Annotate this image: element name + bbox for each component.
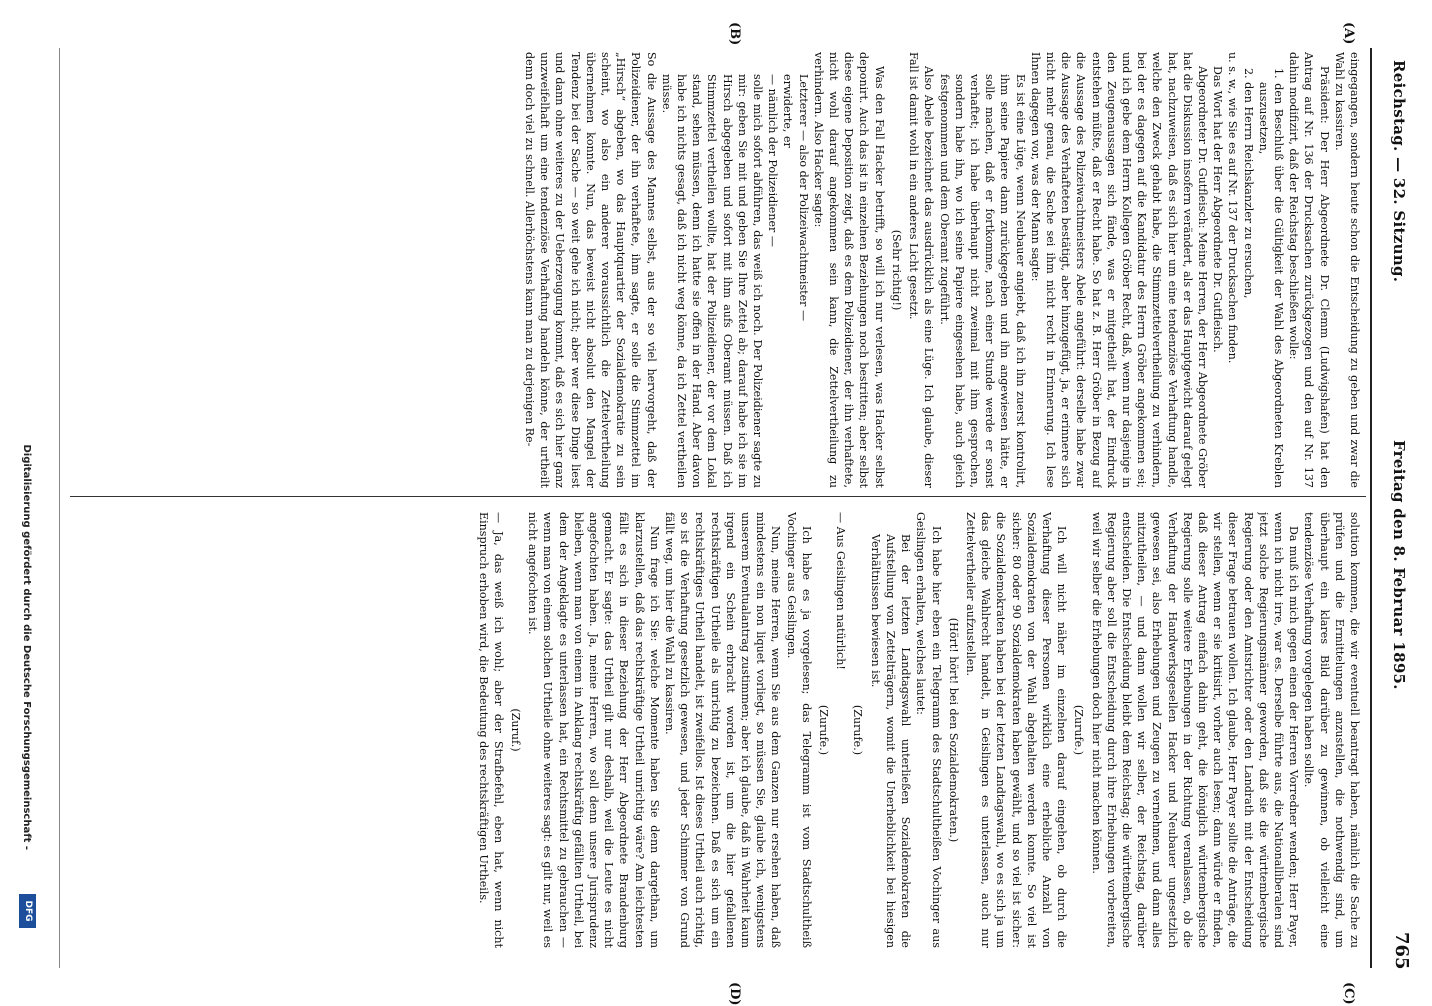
paragraph: 2. den Herrn Reichskanzler zu ersuchen, [1241,68,1255,299]
right-column [72,512,1362,948]
paragraph: — Aus Geislingen natürlich! [834,512,848,670]
page-number: 765 [1391,932,1412,970]
paragraph: Letzterer — also der Polizeiwachtmeister — [796,74,810,322]
paragraph: eingegangen, sondern heute schon die Entscheidung zu geben und zwar die Wahl zu kassiren. [1332,52,1361,488]
margin-letter-a: (A) [1341,22,1356,45]
paragraph: (Hört! hört! bei den Sozialdemokraten.) [946,617,960,843]
paragraph: (Zurufe.) [1072,704,1086,756]
paragraph: Nun frage ich Sie: welche Momente haben Sie denn dargethan, um klarzustellen, daß das rechtskräftige Urtheil unrichtig wäre? Am leichtesten fällt es sich in dieser Beziehung der Herr Abgeordnete Brandenburg gemacht. Er sagte: das Urtheil gilt nur deshalb, weil die Leute es nicht angefochten haben. Ja, meine Herren, wo soll denn unsere Jurisprudenz bleiben, wenn man von einem in Anklang rechtskräftig gefällten Urtheil, bei dem der Angeklagte es unterlassen hat, ein Rechtsmittel zu gebrauchen — wenn man von einem solchen Urtheile ohne weiteres sagt: es gilt nur, weil es nicht angefochten ist. [526,512,661,948]
margin-letter-d: (D) [727,982,742,1006]
paragraph: — nämlich der Polizeidiener — [766,74,780,247]
paragraph: Da muß ich mich gegen einen der Herren Vorredner wenden; Herr Payer, wenn ich nicht irre, war es. Derselbe führte aus, die Nationalliberalen sind jetzt solche Regierungsmänner geworden, daß sie die württembergische Regierung oder den Amtsrichter oder den Landrath mit der Entscheidung dieser Frage betrauen wollen. Ich glaube, Herr Payer sollte die Anträge, die wir stellen, wenn er sie kritisirt, vorher auch lesen; dann würde er finden, daß dieser Antrag einfach dahin geht, die königlich württembergische Regierung solle weitere Erhebungen in der Richtung veranlassen, ob die Verhaftung der Handwerksgesellen Hacker und Neubauer ungesetzlich gewesen sei, also Erhebungen und Zeugen zu vernehmen, und dann alles mitzutheilen, — und dann wollen wir selber, der Reichstag, darüber entscheiden. Die Entscheidung bleibt dem Reichstag; die württembergische Regierung aber soll die Entscheidung durch ihre Erhebungen vorbereiten, weil wir selber die Erhebungen doch hier nicht machen können. [1089,512,1301,948]
paragraph: Ich habe hier eben ein Telegramm des Stadtschultheißen Vochinger aus Geislingen erhalten, welches lautet: [914,512,943,948]
header-date: Freitag den 8. Februar 1895. [1390,440,1408,690]
paragraph: Was den Fall Hacker betrifft, so will ich nur verlesen, was Hacker selbst deponirt. Auch das ist in einzelnen Beziehungen noch bestritten; aber selbst diese eigene Deposition zeigt, daß es dem Polizeidiener, der ihn verhaftete, nicht wohl darauf angekommen sein kann, die Zettelvertheilung zu verhindern. Also Hacker sagte: [811,52,886,488]
paragraph: — Ja, das weiß ich wohl; aber der Strafbefehl, eben hat, wenn nicht Einspruch erhoben wird, die Bedeutung des rechtskräftigen Urtheils. [476,512,505,948]
paragraph: Es ist eine Lüge, wenn Neubauer angiebt, daß ich ihn zuerst kontrolirt, ihm seine Papiere dann zurückgegeben und ihn angewiesen hätte, er solle machen, daß er fortkomme, nach einer Stunde werde er sonst verhaftet; ich habe überhaupt nicht zweimal mit ihm gesprochen, sondern habe ihn, wo ich seine Papiere eingesehen habe, auch gleich festgenommen und dem Oberamt zugeführt. [937,74,1027,488]
paragraph: Ich habe es ja vorgelesen; das Telegramm ist vom Stadtschultheiß Vochinger aus Geislingen. [784,512,813,948]
paragraph: So die Aussage des Mannes selbst, aus der so viel hervorgeht, daß der Polizeidiener, der ihn verhaftete, ihm sagte, er solle die Stimmzettel im „Hirsch“ abgeben, wo das Hauptquartier der Sozialdemokratie zu sein scheint, wo also ein anderer voraussichtlich die Zettelvertheilung übernehmen konnte. Nun, das beweist nicht absolut den Mangel der Tendenz bei der Sache — so weit gehe ich nicht; aber wer diese Dinge liest und dann ohne weiteres zu der Ueberzeugung kommt, daß es sich hier ganz unzweifelhaft um eine tendenziöse Verhaftung handeln könne, der urtheilt denn doch viel zu schnell. Allerhöchstens kann man zu derjenigen Re- [523,52,658,488]
paragraph: (Zurufe.) [851,704,865,756]
paragraph: (Zuruf.) [509,708,523,752]
header-rule [1370,48,1372,968]
dfg-logo: DFG [19,894,36,928]
left-column [72,52,1362,488]
paragraph: erwiderte, er [781,74,795,148]
running-head [1374,0,1432,1000]
paragraph: Ich will nicht näher im einzelnen darauf eingehen, ob durch die Verhaftung dieser Personen wirklich eine erhebliche Anzahl von Sozialdemokraten von der Wahl abgehalten werden konnte. So viel ist sicher: 80 oder 90 Sozialdemokraten haben gewählt, und so viel ist sicher: die Sozialdemokraten haben bei der letzten Landtagswahl, wo es sich ja um das gleiche Wahlrecht handelt, in Geislingen es unterlassen, auch nur Zettelvertheiler aufzustellen. [963,512,1069,948]
paragraph: (Sehr richtig!) [889,229,903,311]
margin-letter-b: (B) [727,22,742,46]
paragraph: u. s. w., wie Sie es auf Nr. 137 der Drucksachen finden. [1226,52,1240,364]
paragraph: Das Wort hat der Herr Abgeordnete Dr. Gutfleisch. [1211,66,1225,353]
column-divider [70,496,1366,497]
paragraph: Präsident: Der Herr Abgeordnete Dr. Clemm (Ludwigshafen) hat den Antrag auf Nr. 136 der Drucksachen zurückgezogen und den auf Nr. 137 dahin modifizirt, daß der Reichstag beschließen wolle: [1287,52,1331,488]
paragraph: (Zurufe.) [817,704,831,756]
paragraph: 1. den Beschluß über die Gültigkeit der Wahl des Abgeordneten Kreblen auszusetzen, [1256,68,1285,488]
paragraph: Nun, meine Herren, wenn Sie aus dem Ganzen nur ersehen haben, daß mindestens ein non liquet vorliegt, so müssen Sie, glaube ich, wenigstens unserem Eventualantrag zustimmen; aber ich glaube, daß in Wahrheit kaum irgend ein Schein erbracht worden ist, um die hier gefallenen rechtskräftigen Urtheile als unrichtig zu bezeichnen. Daß es sich um ein rechtskräftiges Urtheil handelt, ist zweifellos. Ist dieses Urtheil auch richtig, so ist die Verhaftung gesetzlich gewesen, und jeder Schimmer von Grund fällt weg, um hier die Wahl zu kassiren. [663,512,783,948]
paragraph: solution kommen, die wir eventuell beantragt haben, nämlich die Sache zu prüfen und die Ermittelungen anzustellen, die nothwendig sind, um überhaupt ein klares Bild darüber zu gewinnen, ob vielleicht eine tendenziöse Verhaftung vorgelegen haben sollte. [1302,512,1361,948]
paragraph: Abgeordneter Dr. Gutfleisch: Meine Herren, der Herr Abgeordnete Gröber hat die Diskussion insofern verändert, als er das Hauptgewicht darauf gelegt hat, nachzuweisen, daß es sich hier um eine tendenziöse Verhaftung handle, welche den Zweck gehabt habe, die Stimmzettelvertheilung zu verhindern, bei der es dagegen auf die Kandidatur des Herrn Gröber angekommen sei; und ich gebe dem Herrn Kollegen Gröber Recht, daß, wenn nur dasjenige in den Zeugenaussagen sich fände, was er mitgetheilt hat, der Eindruck entstehen müßte, daß er Recht habe. So hat z. B. Herr Gröber in Bezug auf die Aussage des Polizeiwachtmeisters Abele angeführt: derselbe habe zwar die Aussage des Verhafteten bestätigt, aber hinzugefügt, ja, er erinnere sich nicht mehr genau, die Sache sei ihm nicht recht in Erinnerung. Ich lese Ihnen dagegen vor, was der Mann sagte: [1028,52,1209,488]
paragraph: solle mich sofort abführen, das weiß ich noch. Der Polizeidiener sagte zu mir: geben Sie mit und geben Sie Ihre Zettel ab; darauf habe ich sie im Hirsch abgegeben und sofort mit ihm aufs Oberamt müssen. Daß ich Stimmzettel vertheilen wollte, hat der Polizeidiener, der vor dem Lokal stand, sehen müssen, denn ich hatte sie offen in der Hand. Aber davon habe ich nichts gesagt, daß ich nicht weg könne, da ich Zettel vertheilen müsse. [659,74,765,488]
margin-letter-c: (C) [1341,982,1356,1005]
paragraph: Bei der letzten Landtagswahl unterließen Sozialdemokraten die Aufstellung von Zettelträgern, womit die Unerheblichkeit bei hiesigen Verhältnissen bewiesen ist. [868,534,913,948]
footer-rule [59,48,60,968]
digitization-credit: Digitalisierung gefördert durch die Deutsche Forschungsgemeinschaft - [21,444,32,850]
paragraph: Also Abele bezeichnet das ausdrücklich als eine Lüge. Ich glaube, dieser Fall ist damit wohl in ein anderes Licht gesetzt. [907,52,936,488]
header-session: Reichstag. — 32. Sitzung. [1390,60,1408,283]
